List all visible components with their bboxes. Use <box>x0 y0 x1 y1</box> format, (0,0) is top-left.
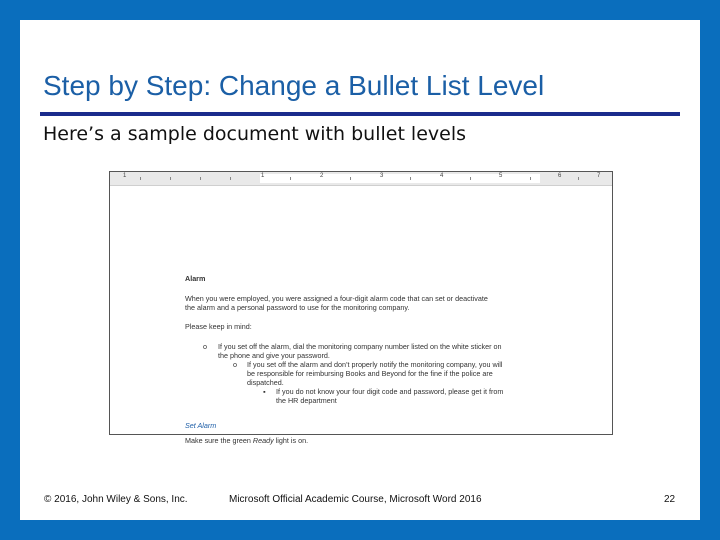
word-document-screenshot <box>109 171 613 445</box>
paragraph-text: light is on. <box>273 436 309 445</box>
ruler-tick <box>530 177 531 180</box>
ruler-number: 2 <box>320 173 324 179</box>
ruler-number: 4 <box>440 173 444 179</box>
bullet-level3-line: the HR department <box>276 396 337 405</box>
ruler-number: 5 <box>499 173 503 179</box>
ruler-tick <box>410 177 411 180</box>
ruler-tick <box>350 177 351 180</box>
footer-page-number: 22 <box>664 494 676 505</box>
ruler-tick <box>170 177 171 180</box>
slide-title: Step by Step: Change a Bullet List Level <box>43 70 545 101</box>
ruler-number: 7 <box>597 173 601 179</box>
footer-course: Microsoft Official Academic Course, Microsoft Word 2016 <box>229 494 482 505</box>
ruler-number: 6 <box>558 173 562 179</box>
ruler-tick <box>290 177 291 180</box>
ruler-number: 1 <box>261 173 265 179</box>
bullet-level3-line: If you do not know your four digit code and password, please get it from <box>276 387 504 396</box>
slide-subtitle: Here’s a sample document with bullet levels <box>43 123 467 145</box>
paragraph-line <box>185 436 308 445</box>
paragraph-line: Please keep in mind: <box>185 322 252 331</box>
ruler-tick <box>470 177 471 180</box>
title-divider <box>40 112 680 116</box>
ruler-text-area <box>260 174 540 183</box>
ruler <box>110 172 612 186</box>
bullet-level1-line: If you set off the alarm, dial the monitoring company number listed on the white sticker on <box>218 342 502 351</box>
bullet-level2-marker: o <box>233 360 237 369</box>
document-subheading: Set Alarm <box>185 421 217 430</box>
bullet-level3-marker: ▪ <box>263 387 266 396</box>
ruler-number: 1 <box>123 173 127 179</box>
paragraph-line: When you were employed, you were assigned a four-digit alarm code that can set or deactivate <box>185 294 488 303</box>
document-heading: Alarm <box>185 274 206 283</box>
ruler-number: 3 <box>380 173 384 179</box>
paragraph-line: the alarm and a personal password to use for the monitoring company. <box>185 303 410 312</box>
emphasis-text: Ready <box>252 436 274 445</box>
bullet-level2-line: dispatched. <box>247 378 284 387</box>
footer-copyright: © 2016, John Wiley & Sons, Inc. <box>44 494 188 505</box>
bullet-level2-line: be responsible for reimbursing Books and Beyond for the fine if the police are <box>247 369 493 378</box>
ruler-tick <box>140 177 141 180</box>
ruler-tick <box>578 177 579 180</box>
bullet-level1-marker: o <box>203 342 207 351</box>
paragraph-text: Make sure the green <box>185 436 253 445</box>
ruler-tick <box>200 177 201 180</box>
slide <box>20 20 700 520</box>
ruler-tick <box>230 177 231 180</box>
bullet-level1-line: the phone and give your password. <box>218 351 330 360</box>
bullet-level2-line: If you set off the alarm and don’t properly notify the monitoring company, you will <box>247 360 503 369</box>
